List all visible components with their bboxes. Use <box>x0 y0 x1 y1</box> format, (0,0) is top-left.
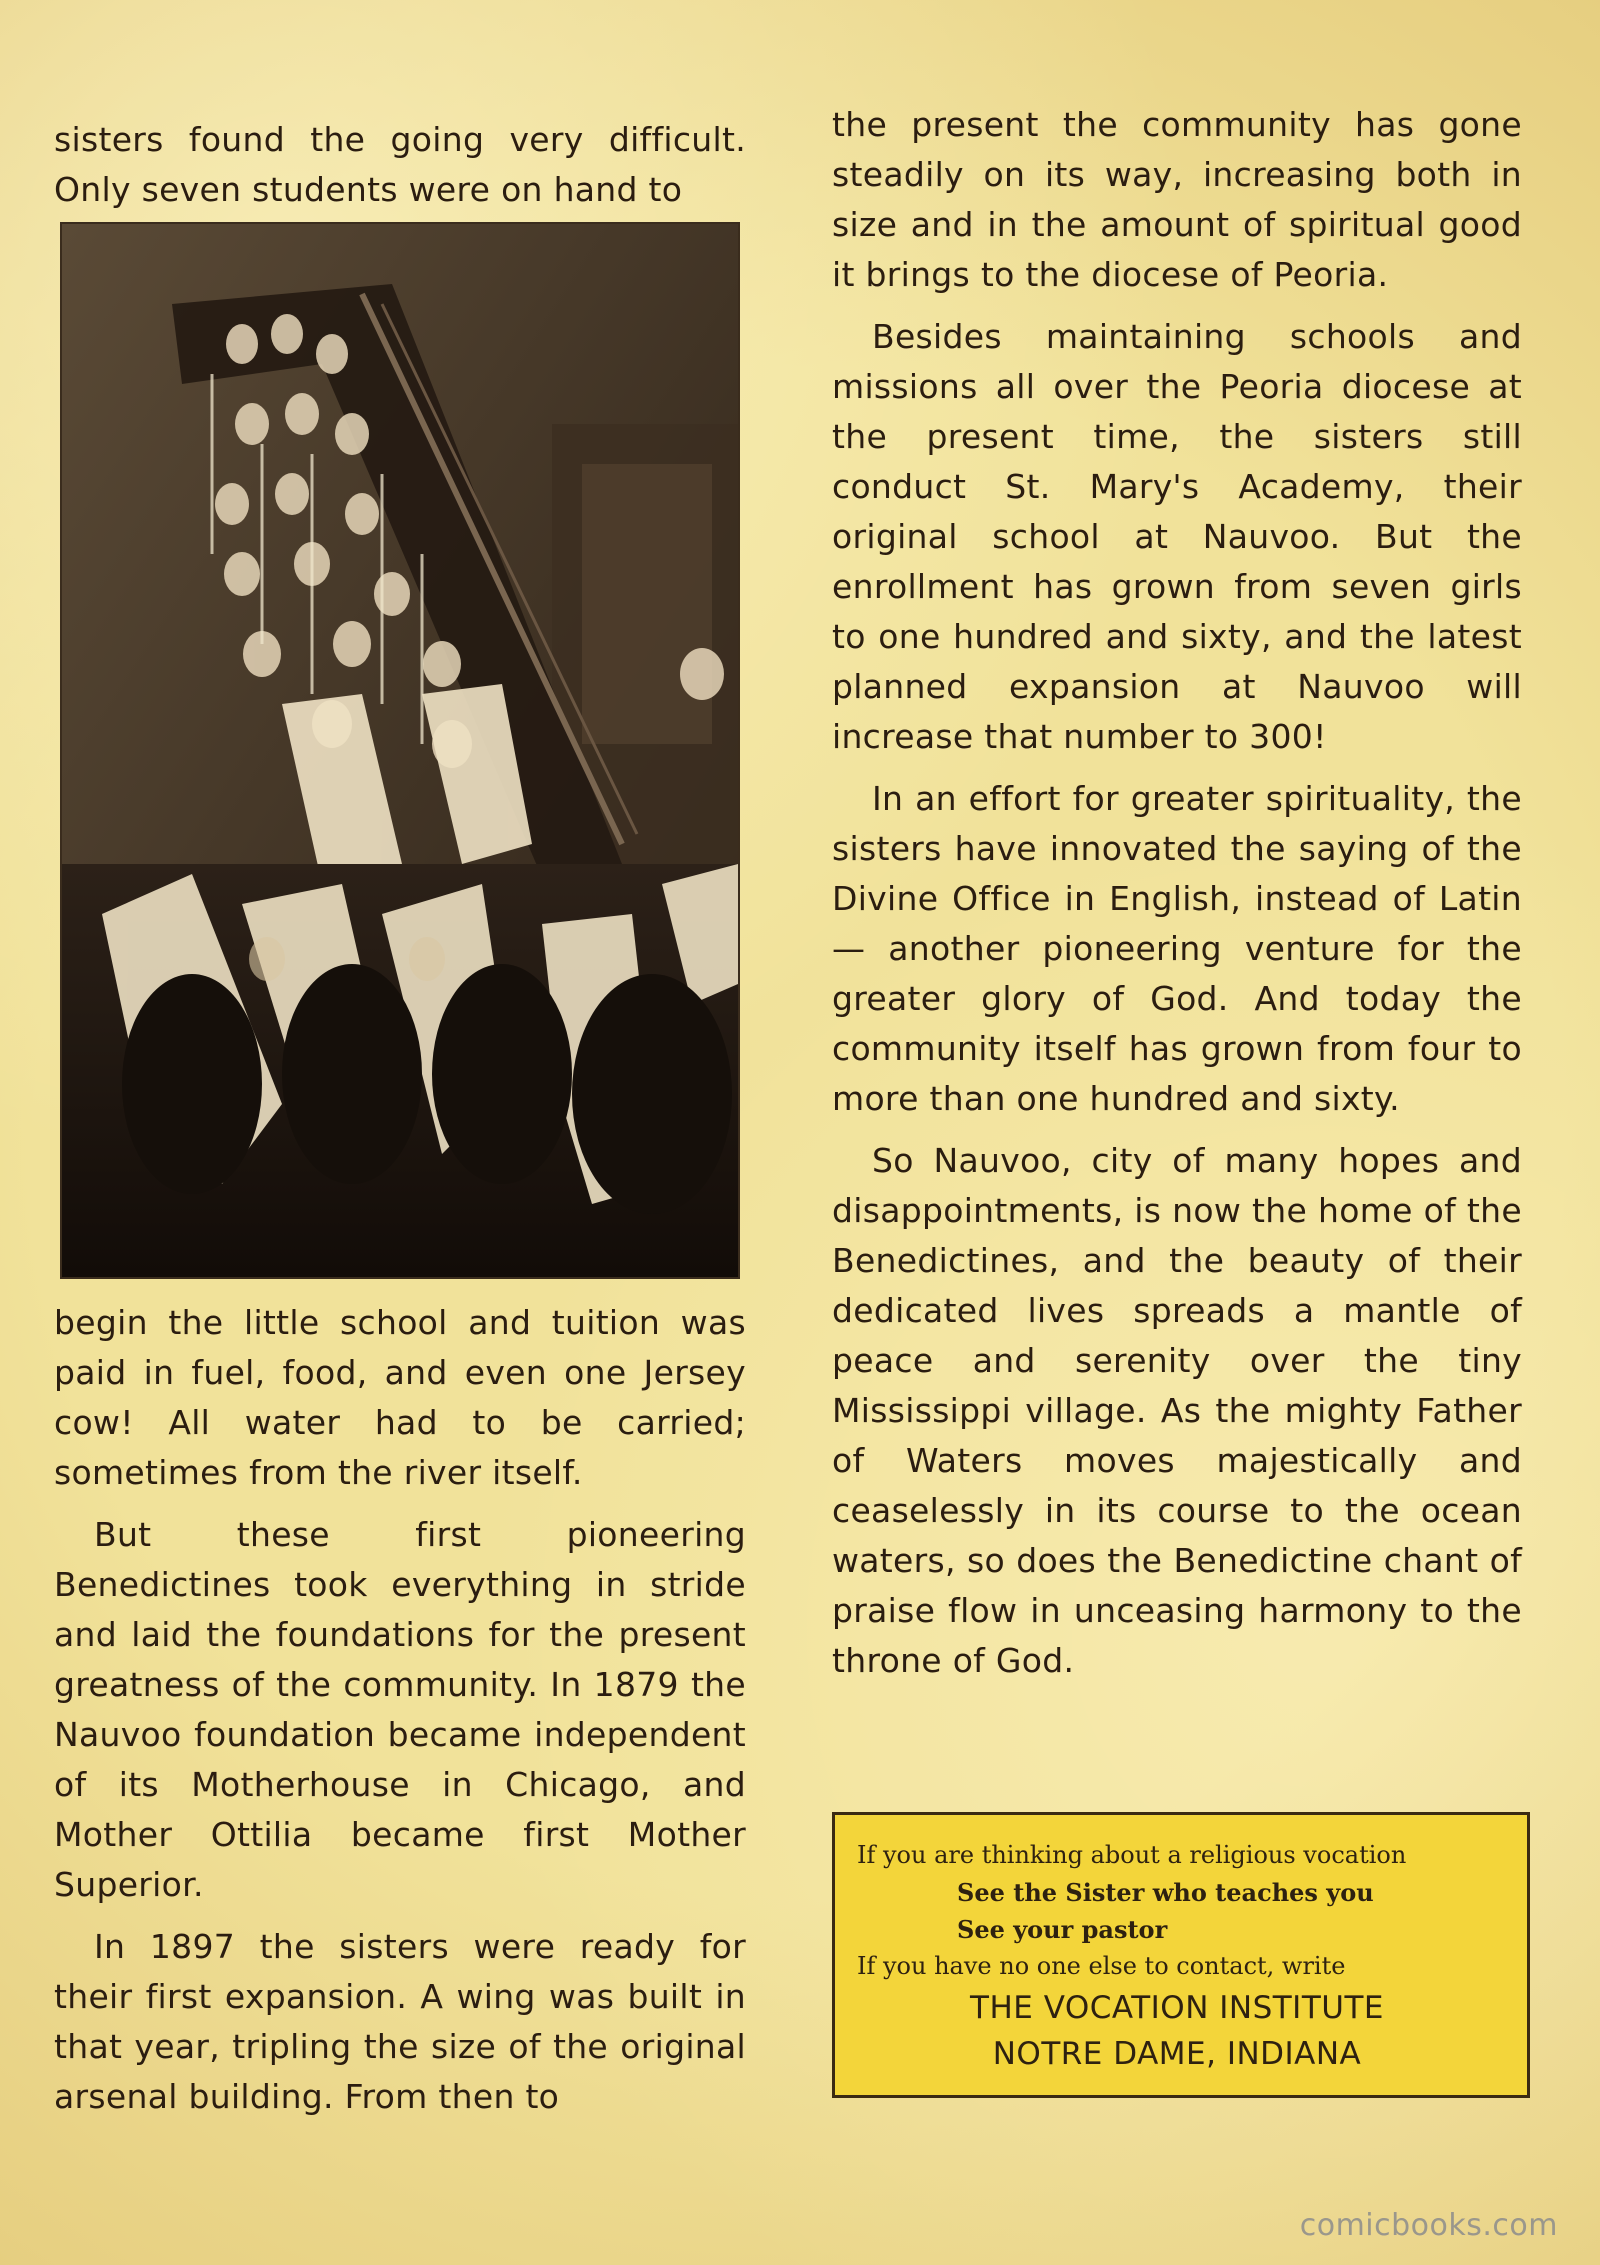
photo-illustration <box>62 224 738 1277</box>
left-column-bottom <box>54 1298 746 2134</box>
ad-line-intro: If you are thinking about a religious vocation <box>857 1841 1407 1869</box>
ad-line-sister: See the Sister who teaches you <box>957 1878 1374 1907</box>
paragraph: In an effort for greater spirituality, the sisters have innovated the saying of the Divine Office in English, instead of Latin — another pioneering venture for the greater glory of God. And today the community itself has grown from four to more than one hundred and sixty. <box>832 779 1522 1118</box>
paragraph: sisters found the going very difficult. Only seven students were on hand to <box>54 120 746 209</box>
ad-institute-location: NOTRE DAME, INDIANA <box>992 2036 1362 2072</box>
ad-line-contact: If you have no one else to contact, write <box>857 1952 1346 1980</box>
vocation-ad-box <box>832 1812 1530 2098</box>
paragraph: So Nauvoo, city of many hopes and disappointments, is now the home of the Benedictines, and the beauty of their dedicated lives spreads a mantle of peace and serenity over the tiny Mississippi village. As the mighty Father of Waters moves majestically and ceaselessly in its course to the ocean waters, so does the Benedictine chant of praise flow in unceasing harmony to the throne of God. <box>832 1141 1522 1680</box>
ad-line-pastor: See your pastor <box>957 1915 1168 1944</box>
paragraph: begin the little school and tuition was paid in fuel, food, and even one Jersey cow! All water had to be carried; sometimes from the river itself. <box>54 1303 746 1492</box>
ad-institute-name: THE VOCATION INSTITUTE <box>970 1990 1384 2026</box>
nuns-staircase-photo <box>62 224 738 1277</box>
paragraph: In 1897 the sisters were ready for their first expansion. A wing was built in that year, tripling the size of the original arsenal building. From then to <box>54 1927 746 2116</box>
right-column <box>832 100 1522 1698</box>
paragraph: the present the community has gone steadily on its way, increasing both in size and in the amount of spiritual good it brings to the diocese of Peoria. <box>832 105 1522 294</box>
left-column-top <box>54 115 746 227</box>
site-watermark: comicbooks.com <box>1299 2208 1558 2243</box>
paragraph: But these first pioneering Benedictines took everything in stride and laid the foundations for the present greatness of the community. In 1879 the Nauvoo foundation became independent of its Motherhouse in Chicago, and Mother Ottilia became first Mother Superior. <box>54 1515 746 1904</box>
paragraph: Besides maintaining schools and missions all over the Peoria diocese at the present time, the sisters still conduct St. Mary's Academy, their original school at Nauvoo. But the enrollment has grown from seven girls to one hundred and sixty, and the latest planned expansion at Nauvoo will increase that number to 300! <box>832 317 1522 756</box>
